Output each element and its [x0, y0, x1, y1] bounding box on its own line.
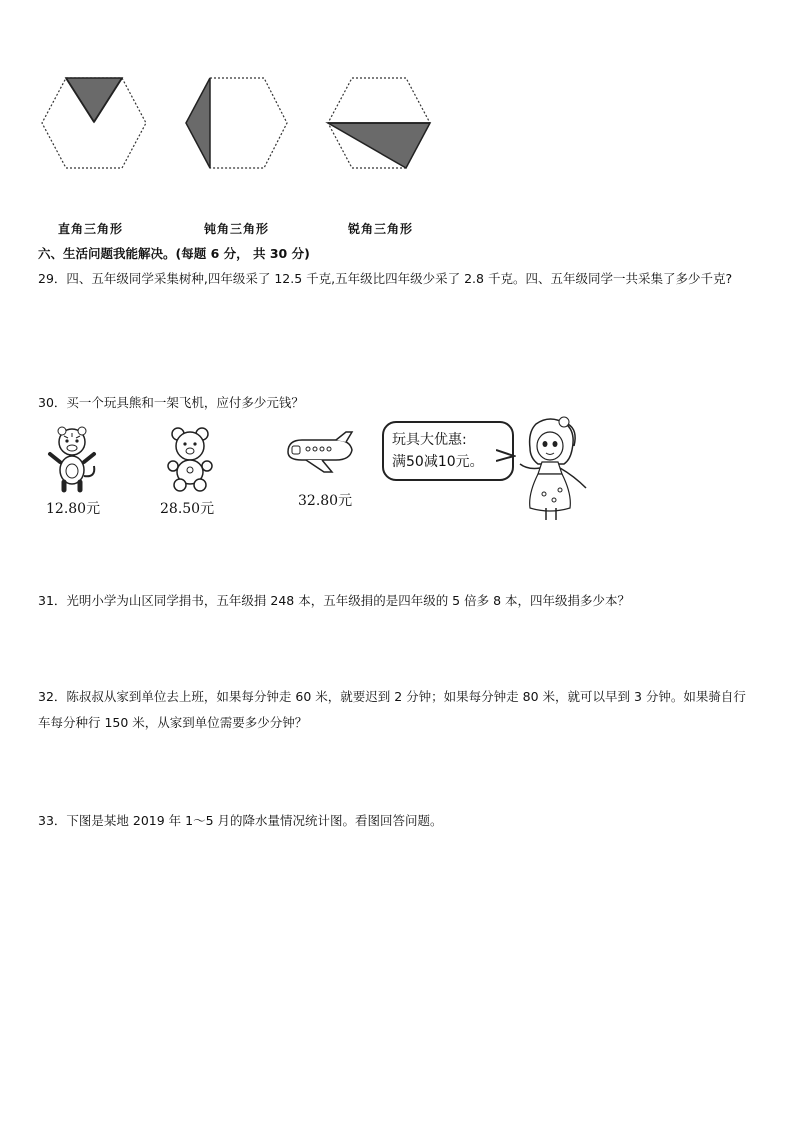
bubble-line-1: 玩具大优惠: [392, 432, 467, 448]
tiger-toy-icon [42, 424, 102, 494]
airplane-toy-icon [282, 430, 358, 476]
speech-bubble [382, 421, 514, 481]
section-title: 六、生活问题我能解决。(每题 6 分， 共 30 分) [38, 246, 310, 261]
question-30: 30．买一个玩具熊和一架飞机，应付多少元钱？ [38, 395, 304, 410]
question-29: 29．四、五年级同学采集树种,四年级采了 12.5 千克,五年级比四年级少采了 2.8 千克。四、五年级同学一共采集了多少千克? [38, 271, 733, 286]
price-bear: 28.50元 [160, 501, 215, 517]
price-airplane: 32.80元 [298, 493, 353, 509]
hexagon-figures [0, 70, 460, 180]
label-right-triangle: 直角三角形 [58, 222, 124, 236]
question-31: 31．光明小学为山区同学捐书，五年级捐 248 本，五年级捐的是四年级的 5 倍多 8 本，四年级捐多少本？ [38, 593, 631, 608]
hexagon-acute-triangle [328, 78, 430, 168]
hexagon-right-triangle [42, 78, 146, 168]
question-32: 32．陈叔叔从家到单位去上班，如果每分钟走 60 米，就要迟到 2 分钟；如果每分钟走 80 米，就可以早到 3 分钟。如果骑自行车每分种行 150 米，从家到单位需要多少分钟？ [38, 689, 746, 730]
label-acute-triangle: 锐角三角形 [348, 222, 414, 236]
question-33: 33．下图是某地 2019 年 1～5 月的降水量情况统计图。看图回答问题。 [38, 813, 443, 828]
girl-illustration-icon [506, 414, 596, 524]
bubble-line-2: 满50减10元。 [392, 454, 484, 470]
bear-toy-icon [160, 426, 220, 492]
hexagon-obtuse-triangle [186, 78, 287, 168]
price-tiger: 12.80元 [46, 501, 101, 517]
label-obtuse-triangle: 钝角三角形 [204, 222, 270, 236]
